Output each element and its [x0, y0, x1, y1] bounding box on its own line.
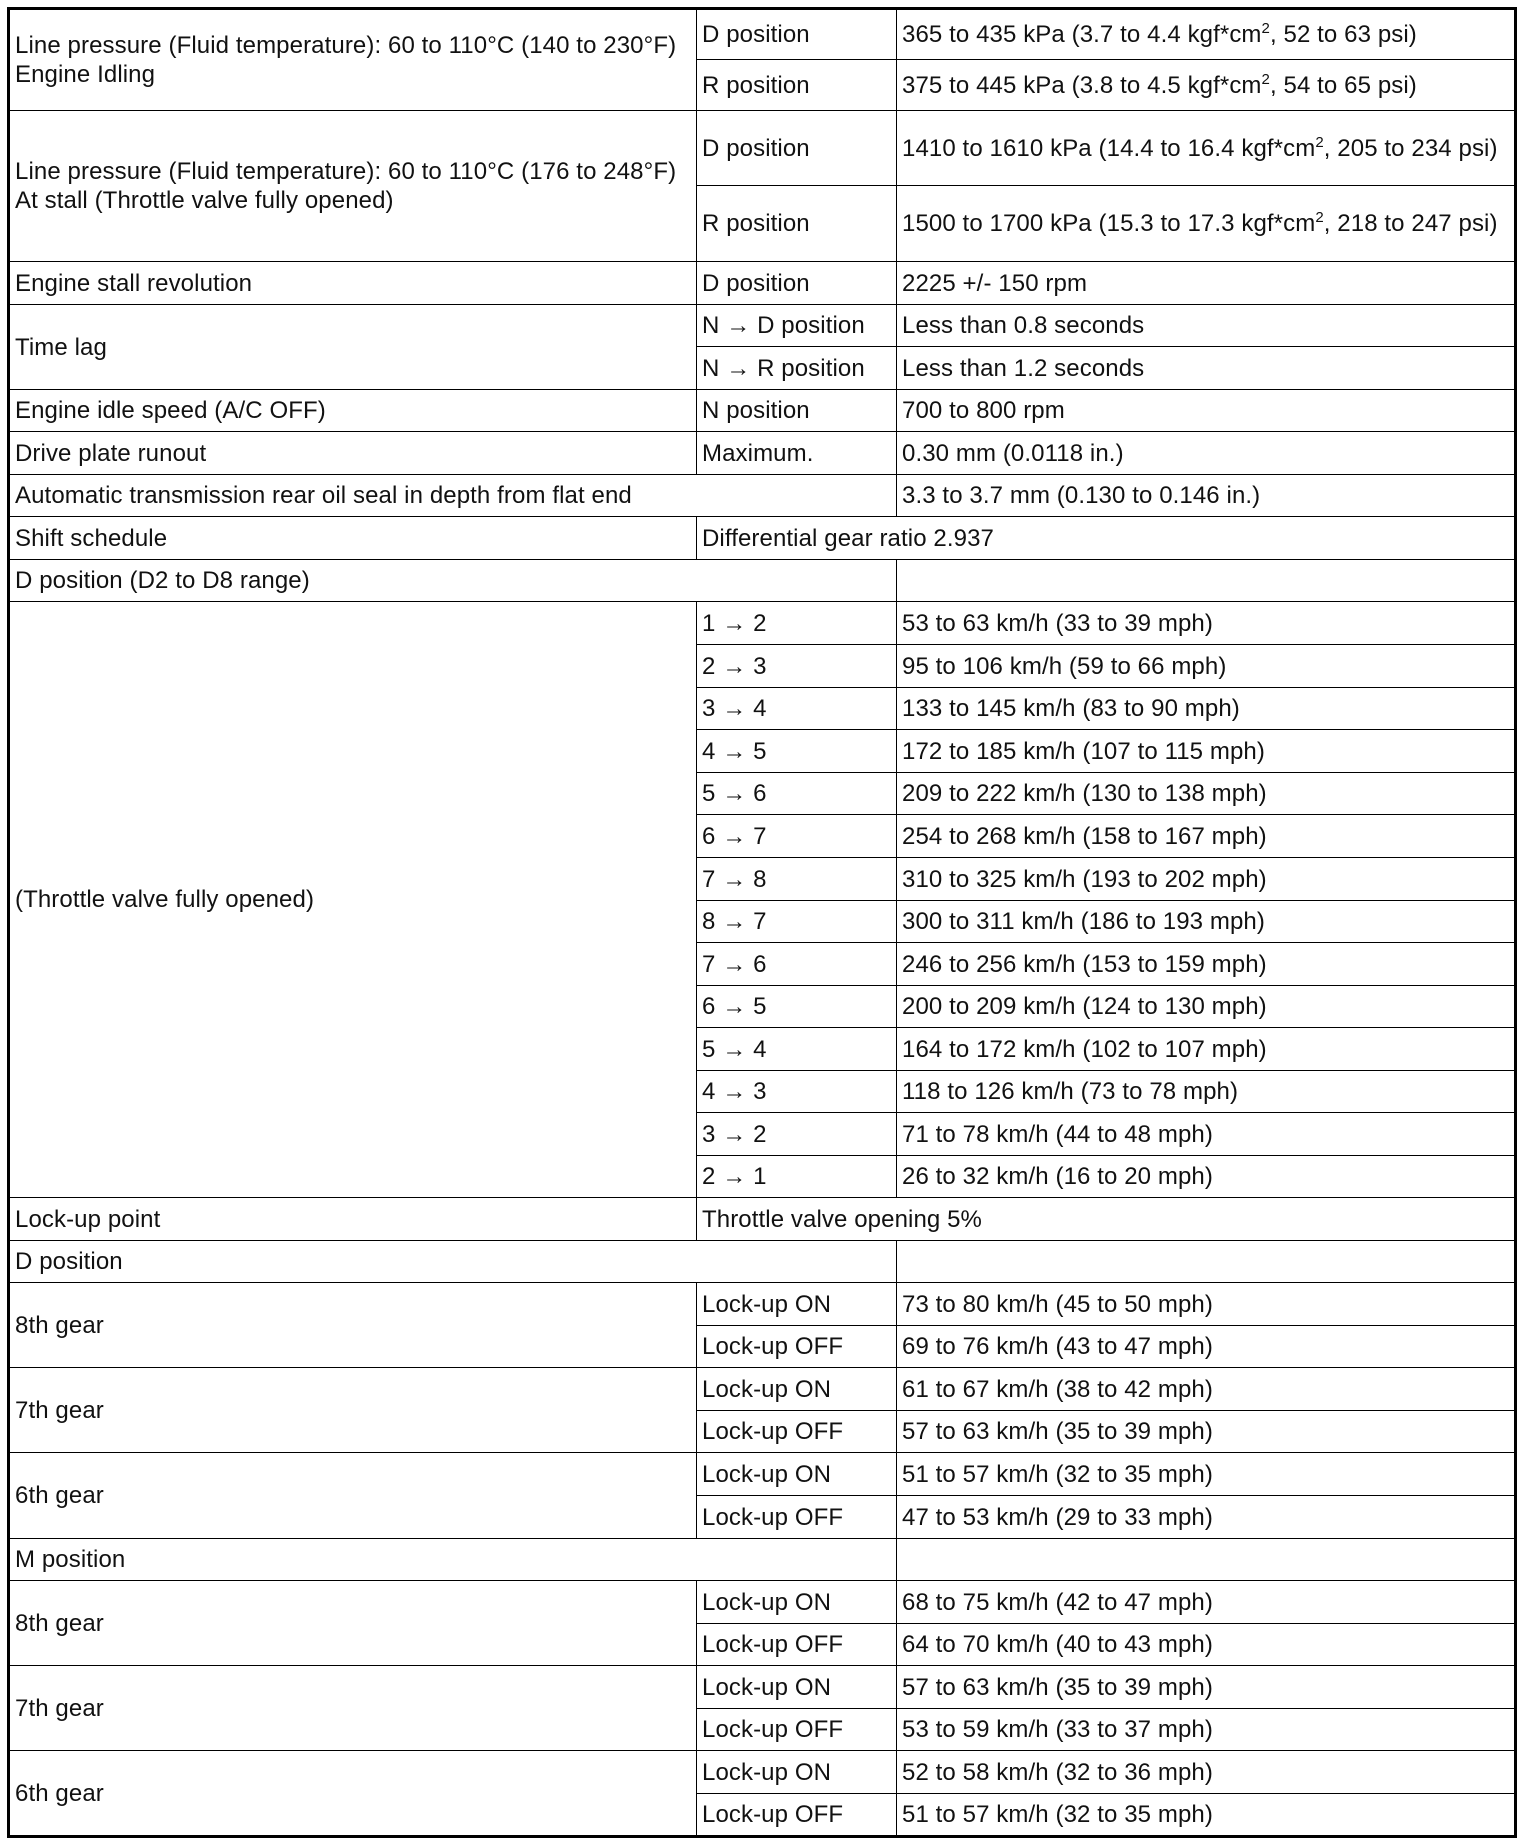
- label-cell: Engine stall revolution: [9, 262, 697, 305]
- section-heading: M position: [9, 1539, 897, 1581]
- lockup-state-cell: Lock-up OFF: [697, 1624, 897, 1666]
- value-cell: Less than 0.8 seconds: [897, 305, 1516, 347]
- table-row: [9, 1241, 1516, 1283]
- spec-table-body: [9, 9, 1516, 1837]
- position-cell: Maximum.: [697, 432, 897, 475]
- table-row: [9, 560, 1516, 602]
- line-pressure-idle-condition: Line pressure (Fluid temperature): 60 to 110°C (140 to 230°F): [15, 32, 677, 59]
- speed-cell: 133 to 145 km/h (83 to 90 mph): [897, 688, 1516, 730]
- line-pressure-idle-mode: Engine Idling: [15, 61, 156, 88]
- shift-cell: 6 → 7: [697, 815, 897, 858]
- speed-cell: 310 to 325 km/h (193 to 202 mph): [897, 858, 1516, 901]
- gear-cell: 7th gear: [9, 1666, 697, 1751]
- speed-cell: 47 to 53 km/h (29 to 33 mph): [897, 1496, 1516, 1539]
- value-cell: [897, 560, 1516, 602]
- value-cell: 700 to 800 rpm: [897, 390, 1516, 432]
- table-row: [9, 1666, 1516, 1709]
- label-cell: Engine idle speed (A/C OFF): [9, 390, 697, 432]
- shift-cell: 4 → 5: [697, 730, 897, 773]
- label-cell: Lock-up point: [9, 1198, 697, 1241]
- table-row: [9, 390, 1516, 432]
- shift-cell: 4 → 3: [697, 1071, 897, 1113]
- speed-cell: 164 to 172 km/h (102 to 107 mph): [897, 1028, 1516, 1071]
- position-cell: R position: [697, 60, 897, 111]
- lockup-state-cell: Lock-up OFF: [697, 1326, 897, 1368]
- shift-cell: 5 → 4: [697, 1028, 897, 1071]
- gear-cell: 6th gear: [9, 1453, 697, 1539]
- speed-cell: 68 to 75 km/h (42 to 47 mph): [897, 1581, 1516, 1624]
- value-cell: 1410 to 1610 kPa (14.4 to 16.4 $kgf*cm^2$, 205 to 234 psi): [897, 111, 1516, 186]
- table-row: [9, 305, 1516, 347]
- line-pressure-idle-label: [9, 9, 697, 111]
- speed-cell: 118 to 126 km/h (73 to 78 mph): [897, 1071, 1516, 1113]
- shift-cell: 6 → 5: [697, 986, 897, 1028]
- speed-cell: 95 to 106 km/h (59 to 66 mph): [897, 645, 1516, 688]
- value-cell: [897, 1539, 1516, 1581]
- speed-cell: 57 to 63 km/h (35 to 39 mph): [897, 1411, 1516, 1453]
- table-row: [9, 1453, 1516, 1496]
- speed-cell: 71 to 78 km/h (44 to 48 mph): [897, 1113, 1516, 1156]
- shift-cell: 3 → 2: [697, 1113, 897, 1156]
- shift-cell: 7 → 6: [697, 943, 897, 986]
- lockup-state-cell: Lock-up ON: [697, 1283, 897, 1326]
- gear-cell: 7th gear: [9, 1368, 697, 1453]
- table-row: [9, 432, 1516, 475]
- value-cell: Less than 1.2 seconds: [897, 347, 1516, 390]
- position-cell: D position: [697, 9, 897, 60]
- shift-cell: 5 → 6: [697, 773, 897, 815]
- position-cell: R position: [697, 186, 897, 262]
- value-cell: Throttle valve opening 5%: [697, 1198, 1516, 1241]
- lockup-state-cell: Lock-up ON: [697, 1581, 897, 1624]
- line-pressure-stall-label: [9, 111, 697, 262]
- lockup-state-cell: Lock-up ON: [697, 1453, 897, 1496]
- table-row: [9, 111, 1516, 186]
- label-cell: Drive plate runout: [9, 432, 697, 475]
- speed-cell: 209 to 222 km/h (130 to 138 mph): [897, 773, 1516, 815]
- position-cell: N position: [697, 390, 897, 432]
- speed-cell: 73 to 80 km/h (45 to 50 mph): [897, 1283, 1516, 1326]
- speed-cell: 69 to 76 km/h (43 to 47 mph): [897, 1326, 1516, 1368]
- value-cell: Differential gear ratio 2.937: [697, 517, 1516, 560]
- gear-cell: 8th gear: [9, 1581, 697, 1666]
- position-cell: N → D position: [697, 305, 897, 347]
- shift-cell: 2 → 1: [697, 1156, 897, 1198]
- table-row: [9, 1751, 1516, 1794]
- speed-cell: 26 to 32 km/h (16 to 20 mph): [897, 1156, 1516, 1198]
- position-cell: N → R position: [697, 347, 897, 390]
- position-cell: D position: [697, 262, 897, 305]
- label-cell: (Throttle valve fully opened): [9, 602, 697, 1198]
- shift-cell: 1 → 2: [697, 602, 897, 645]
- label-cell: Shift schedule: [9, 517, 697, 560]
- value-cell: 3.3 to 3.7 mm (0.130 to 0.146 in.): [897, 475, 1516, 517]
- speed-cell: 51 to 57 km/h (32 to 35 mph): [897, 1794, 1516, 1837]
- lockup-state-cell: Lock-up OFF: [697, 1709, 897, 1751]
- value-cell: 365 to 435 kPa (3.7 to 4.4 $kgf*cm^2$, 52 to 63 psi): [897, 9, 1516, 60]
- table-row: [9, 1581, 1516, 1624]
- section-heading: D position (D2 to D8 range): [9, 560, 897, 602]
- speed-cell: 52 to 58 km/h (32 to 36 mph): [897, 1751, 1516, 1794]
- table-row: [9, 602, 1516, 645]
- speed-cell: 51 to 57 km/h (32 to 35 mph): [897, 1453, 1516, 1496]
- label-cell: Time lag: [9, 305, 697, 390]
- value-cell: [897, 1241, 1516, 1283]
- lockup-state-cell: Lock-up OFF: [697, 1411, 897, 1453]
- value-cell: 375 to 445 kPa (3.8 to 4.5 $kgf*cm^2$, 54 to 65 psi): [897, 60, 1516, 111]
- table-row: [9, 475, 1516, 517]
- speed-cell: 246 to 256 km/h (153 to 159 mph): [897, 943, 1516, 986]
- speed-cell: 172 to 185 km/h (107 to 115 mph): [897, 730, 1516, 773]
- value-cell: 2225 +/- 150 rpm: [897, 262, 1516, 305]
- shift-cell: 8 → 7: [697, 901, 897, 943]
- lockup-state-cell: Lock-up ON: [697, 1751, 897, 1794]
- shift-cell: 3 → 4: [697, 688, 897, 730]
- table-row: [9, 1198, 1516, 1241]
- speed-cell: 53 to 59 km/h (33 to 37 mph): [897, 1709, 1516, 1751]
- line-pressure-stall-condition: Line pressure (Fluid temperature): 60 to 110°C (176 to 248°F): [15, 158, 677, 185]
- value-cell: 0.30 mm (0.0118 in.): [897, 432, 1516, 475]
- lockup-state-cell: Lock-up ON: [697, 1666, 897, 1709]
- speed-cell: 64 to 70 km/h (40 to 43 mph): [897, 1624, 1516, 1666]
- table-row: [9, 9, 1516, 60]
- gear-cell: 8th gear: [9, 1283, 697, 1368]
- speed-cell: 200 to 209 km/h (124 to 130 mph): [897, 986, 1516, 1028]
- table-row: [9, 262, 1516, 305]
- lockup-state-cell: Lock-up ON: [697, 1368, 897, 1411]
- speed-cell: 57 to 63 km/h (35 to 39 mph): [897, 1666, 1516, 1709]
- line-pressure-stall-mode: At stall (Throttle valve fully opened): [15, 187, 394, 214]
- speed-cell: 53 to 63 km/h (33 to 39 mph): [897, 602, 1516, 645]
- shift-cell: 7 → 8: [697, 858, 897, 901]
- table-row: [9, 1283, 1516, 1326]
- speed-cell: 300 to 311 km/h (186 to 193 mph): [897, 901, 1516, 943]
- speed-cell: 61 to 67 km/h (38 to 42 mph): [897, 1368, 1516, 1411]
- lockup-state-cell: Lock-up OFF: [697, 1794, 897, 1837]
- table-row: [9, 1368, 1516, 1411]
- section-heading: D position: [9, 1241, 897, 1283]
- label-cell: Automatic transmission rear oil seal in depth from flat end: [9, 475, 897, 517]
- shift-cell: 2 → 3: [697, 645, 897, 688]
- gear-cell: 6th gear: [9, 1751, 697, 1837]
- table-row: [9, 1539, 1516, 1581]
- lockup-state-cell: Lock-up OFF: [697, 1496, 897, 1539]
- value-cell: 1500 to 1700 kPa (15.3 to 17.3 $kgf*cm^2$, 218 to 247 psi): [897, 186, 1516, 262]
- position-cell: D position: [697, 111, 897, 186]
- table-row: [9, 517, 1516, 560]
- spec-table: [7, 7, 1517, 1838]
- speed-cell: 254 to 268 km/h (158 to 167 mph): [897, 815, 1516, 858]
